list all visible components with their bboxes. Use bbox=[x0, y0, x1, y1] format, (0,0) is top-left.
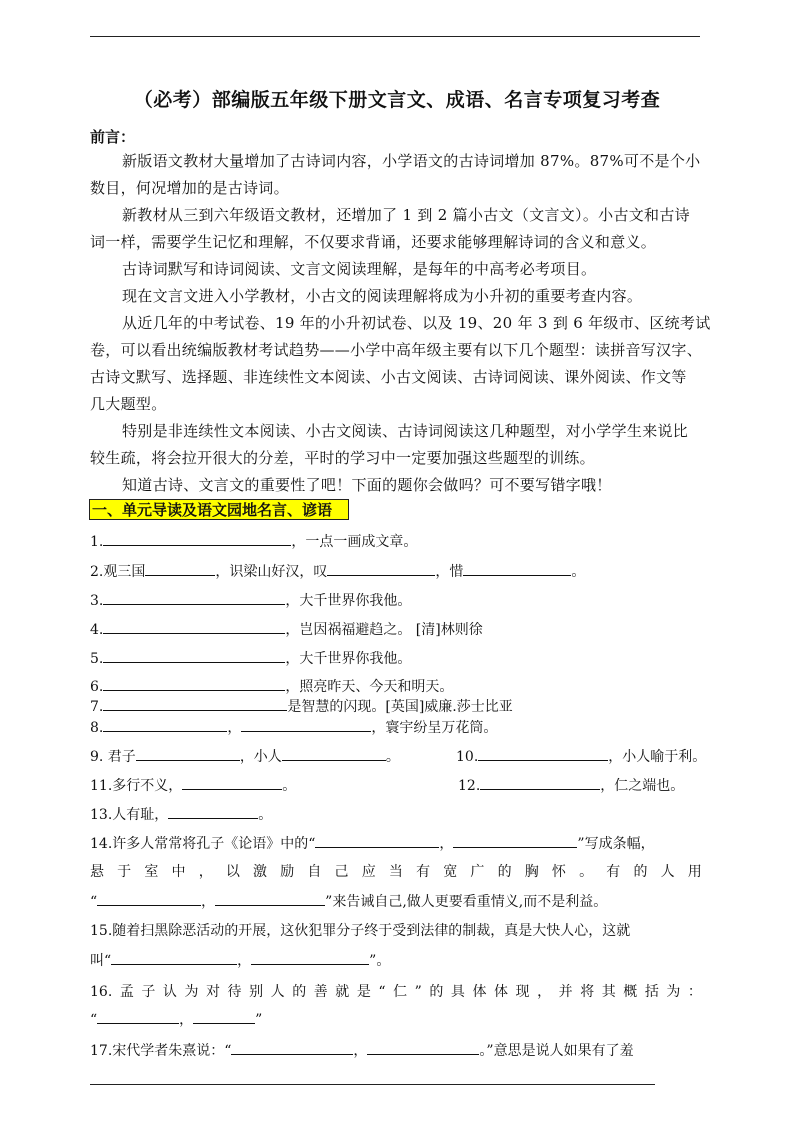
question-7 bbox=[90, 697, 513, 716]
question-char: 广 bbox=[470, 864, 485, 880]
question-text: ， bbox=[201, 894, 216, 910]
question-text: 。”意思是说人如果有了羞 bbox=[479, 1043, 634, 1059]
question-number: 10. bbox=[456, 749, 479, 765]
question-char: 待 bbox=[227, 984, 242, 1000]
question-text: ”来告诫自己,做人更要看重情义,而不是利益。 bbox=[325, 894, 608, 910]
question-15-line-1 bbox=[90, 922, 630, 940]
question-text: ，一点一画成文章。 bbox=[291, 534, 418, 550]
question-text: ， bbox=[227, 720, 242, 736]
answer-blank[interactable] bbox=[193, 1010, 255, 1024]
question-text: 。 bbox=[385, 749, 400, 765]
answer-blank[interactable] bbox=[282, 747, 386, 761]
answer-blank[interactable] bbox=[136, 747, 240, 761]
question-text: ，寰宇纷呈万花筒。 bbox=[371, 720, 498, 736]
preface-line: 较生疏，将会拉开很大的分差，平时的学习中一定要加强这些题型的训练。 bbox=[90, 449, 595, 467]
answer-blank[interactable] bbox=[478, 747, 608, 761]
question-text: 2.观三国 bbox=[90, 564, 146, 580]
question-17 bbox=[90, 1041, 634, 1060]
preface-line: 现在文言文进入小学教材，小古文的阅读理解将成为小升初的重要考查内容。 bbox=[122, 287, 643, 305]
answer-blank[interactable] bbox=[480, 776, 600, 790]
answer-blank[interactable] bbox=[103, 677, 285, 691]
question-char: 为 bbox=[184, 984, 199, 1000]
question-char: 宽 bbox=[443, 864, 458, 880]
question-char: 的 bbox=[292, 984, 307, 1000]
question-5 bbox=[90, 649, 411, 668]
answer-blank[interactable] bbox=[97, 892, 201, 906]
question-char: 善 bbox=[313, 984, 328, 1000]
question-text: ， bbox=[353, 1043, 368, 1059]
question-char: ， bbox=[537, 984, 552, 1000]
question-text: 叫“ bbox=[90, 953, 112, 969]
top-rule bbox=[90, 36, 700, 37]
question-text: 。 bbox=[258, 807, 273, 823]
answer-blank[interactable] bbox=[97, 1010, 179, 1024]
question-text: 13.人有耻， bbox=[90, 807, 169, 823]
question-14-line-1 bbox=[90, 834, 655, 853]
question-char: 认 bbox=[162, 984, 177, 1000]
question-char: 的 bbox=[497, 864, 512, 880]
answer-blank[interactable] bbox=[145, 562, 215, 576]
question-16-line-1 bbox=[90, 983, 702, 1001]
question-10 bbox=[456, 747, 706, 766]
question-char: 怀 bbox=[551, 864, 566, 880]
question-text: ，小人 bbox=[239, 749, 282, 765]
section-heading: 一、单元导读及语文园地名言、谚语 bbox=[89, 499, 349, 520]
question-char: 励 bbox=[280, 864, 295, 880]
question-text: 是智慧的闪现。[英国]威廉.莎士比亚 bbox=[287, 699, 513, 715]
question-char: 有 bbox=[416, 864, 431, 880]
question-char: 并 bbox=[558, 984, 573, 1000]
question-text: ，照亮昨天、今天和明天。 bbox=[285, 679, 454, 695]
answer-blank[interactable] bbox=[182, 776, 282, 790]
question-14-line-2 bbox=[90, 863, 702, 881]
question-char: 是 bbox=[356, 984, 371, 1000]
question-char: 孟 bbox=[119, 984, 134, 1000]
question-6 bbox=[90, 677, 453, 696]
answer-blank[interactable] bbox=[111, 951, 237, 965]
question-text: 15.随着扫黑除恶活动的开展，这伙犯罪分子终于受到法律的制裁，真是大快人心，这就 bbox=[90, 923, 631, 939]
question-text: ，岂因祸福避趋之。 [清]林则徐 bbox=[285, 622, 483, 638]
preface-line: 新版语文教材大量增加了古诗词内容，小学语文的古诗词增加 87%。87%可不是个小 bbox=[122, 152, 701, 170]
question-char: 概 bbox=[623, 984, 638, 1000]
question-text: ，大千世界你我他。 bbox=[285, 651, 412, 667]
question-char: 仁 bbox=[393, 984, 408, 1000]
question-char: 中 bbox=[171, 864, 186, 880]
answer-blank[interactable] bbox=[367, 1041, 479, 1055]
answer-blank[interactable] bbox=[103, 649, 285, 663]
question-text: ， bbox=[439, 836, 454, 852]
question-char: 为 bbox=[666, 984, 681, 1000]
question-text: ，大千世界你我他。 bbox=[285, 593, 412, 609]
question-13 bbox=[90, 805, 272, 824]
preface-line: 知道古诗、文言文的重要性了吧！下面的题你会做吗？可不要写错字哦！ bbox=[122, 476, 612, 494]
question-number: 7. bbox=[90, 699, 104, 715]
question-text: “ bbox=[90, 1012, 98, 1028]
question-char: 自 bbox=[307, 864, 322, 880]
question-char: 悬 bbox=[90, 864, 104, 880]
question-char: 子 bbox=[141, 984, 156, 1000]
question-15-line-2 bbox=[90, 951, 390, 970]
question-char: 就 bbox=[335, 984, 350, 1000]
question-3 bbox=[90, 591, 411, 610]
question-text: ，仁之端也。 bbox=[600, 778, 685, 794]
preface-line: 新教材从三到六年级语文教材，还增加了 1 到 2 篇小古文（文言文）。小古文和古诗 bbox=[122, 206, 690, 224]
question-text: ”写成条幅， bbox=[577, 836, 655, 852]
question-char: 的 bbox=[633, 864, 648, 880]
question-number: 3. bbox=[90, 593, 104, 609]
question-text: ， bbox=[237, 953, 252, 969]
answer-blank[interactable] bbox=[315, 834, 439, 848]
question-number: 8. bbox=[90, 720, 104, 736]
question-char: 具 bbox=[450, 984, 465, 1000]
preface-line: 几大题型。 bbox=[90, 395, 167, 413]
bottom-rule bbox=[90, 1084, 655, 1085]
question-4 bbox=[90, 620, 483, 639]
question-text: ” bbox=[255, 1012, 263, 1028]
question-number: 6. bbox=[90, 679, 104, 695]
question-char: 的 bbox=[429, 984, 444, 1000]
question-char: 激 bbox=[253, 864, 268, 880]
answer-blank[interactable] bbox=[231, 1041, 353, 1055]
answer-blank[interactable] bbox=[241, 718, 371, 732]
question-char: 于 bbox=[117, 864, 132, 880]
question-char: 其 bbox=[601, 984, 616, 1000]
question-char: 16. bbox=[90, 984, 113, 1000]
question-char: ” bbox=[414, 984, 422, 1000]
question-1 bbox=[90, 532, 417, 551]
question-number: 1. bbox=[90, 534, 104, 550]
question-text: 14.许多人常常将孔子《论语》中的“ bbox=[90, 836, 316, 852]
question-text: 9. 君子 bbox=[90, 749, 136, 765]
question-text: ，惜 bbox=[435, 564, 464, 580]
question-11 bbox=[90, 776, 296, 795]
question-char: 以 bbox=[225, 864, 240, 880]
question-char: 对 bbox=[206, 984, 220, 1000]
question-9 bbox=[90, 747, 400, 766]
question-text: ，小人喻于利。 bbox=[608, 749, 707, 765]
question-text: ”。 bbox=[369, 953, 391, 969]
answer-blank[interactable] bbox=[103, 718, 227, 732]
question-text: 11.多行不义， bbox=[90, 778, 183, 794]
answer-blank[interactable] bbox=[215, 892, 325, 906]
question-number: 5. bbox=[90, 651, 104, 667]
question-char: 将 bbox=[580, 984, 595, 1000]
question-char: 有 bbox=[606, 864, 621, 880]
question-number: 12. bbox=[458, 778, 481, 794]
answer-blank[interactable] bbox=[168, 805, 258, 819]
question-2 bbox=[90, 562, 585, 581]
preface-line: 从近几年的中考试卷、19 年的小升初试卷、以及 19、20 年 3 到 6 年级市、区统考试 bbox=[122, 314, 711, 332]
question-16-line-2 bbox=[90, 1010, 262, 1029]
question-char: 胸 bbox=[524, 864, 539, 880]
answer-blank[interactable] bbox=[103, 697, 287, 711]
preface-line: 卷，可以看出统编版教材考试趋势——小学中高年级主要有以下几个题型：读拼音写汉字、 bbox=[90, 341, 703, 359]
question-char: 当 bbox=[388, 864, 403, 880]
question-text: 17.宋代学者朱熹说：“ bbox=[90, 1043, 232, 1059]
question-char: 现 bbox=[515, 984, 530, 1000]
question-text: “ bbox=[90, 894, 98, 910]
question-text: 。 bbox=[571, 564, 586, 580]
question-char: 室 bbox=[144, 864, 159, 880]
answer-blank[interactable] bbox=[103, 591, 285, 605]
question-8 bbox=[90, 718, 497, 737]
question-12 bbox=[458, 776, 684, 795]
question-char: 括 bbox=[644, 984, 659, 1000]
question-char: 体 bbox=[494, 984, 508, 1000]
preface-line: 古诗词默写和诗词阅读、文言文阅读理解，是每年的中高考必考项目。 bbox=[122, 260, 597, 278]
preface-label: 前言： bbox=[90, 128, 136, 146]
question-char: ： bbox=[687, 984, 702, 1000]
question-char: 别 bbox=[249, 984, 264, 1000]
preface-line: 古诗文默写、选择题、非连续性文本阅读、小古文阅读、古诗词阅读、课外阅读、作文等 bbox=[90, 368, 687, 386]
answer-blank[interactable] bbox=[103, 620, 285, 634]
question-text: 。 bbox=[282, 778, 297, 794]
question-char: 应 bbox=[361, 864, 376, 880]
answer-blank[interactable] bbox=[463, 562, 571, 576]
question-text: ， bbox=[179, 1012, 194, 1028]
preface-line: 特别是非连续性文本阅读、小古文阅读、古诗词阅读这几种题型，对小学学生来说比 bbox=[122, 422, 689, 440]
question-char: ， bbox=[198, 864, 213, 880]
answer-blank[interactable] bbox=[251, 951, 369, 965]
question-number: 4. bbox=[90, 622, 104, 638]
answer-blank[interactable] bbox=[103, 532, 291, 546]
question-char: 人 bbox=[270, 984, 285, 1000]
answer-blank[interactable] bbox=[327, 562, 435, 576]
question-char: 体 bbox=[472, 984, 487, 1000]
preface-line: 数目，何况增加的是古诗词。 bbox=[90, 179, 289, 197]
question-char: 。 bbox=[579, 864, 594, 880]
answer-blank[interactable] bbox=[453, 834, 577, 848]
question-14-line-3 bbox=[90, 892, 607, 911]
preface-line: 词一样，需要学生记忆和理解，不仅要求背诵，还要求能够理解诗词的含义和意义。 bbox=[90, 233, 657, 251]
question-char: 用 bbox=[687, 864, 702, 880]
question-char: “ bbox=[378, 984, 386, 1000]
page-title: （必考）部编版五年级下册文言文、成语、名言专项复习考查 bbox=[133, 89, 661, 111]
question-char: 人 bbox=[660, 864, 675, 880]
question-text: ，识梁山好汉，叹 bbox=[215, 564, 328, 580]
question-char: 己 bbox=[334, 864, 349, 880]
